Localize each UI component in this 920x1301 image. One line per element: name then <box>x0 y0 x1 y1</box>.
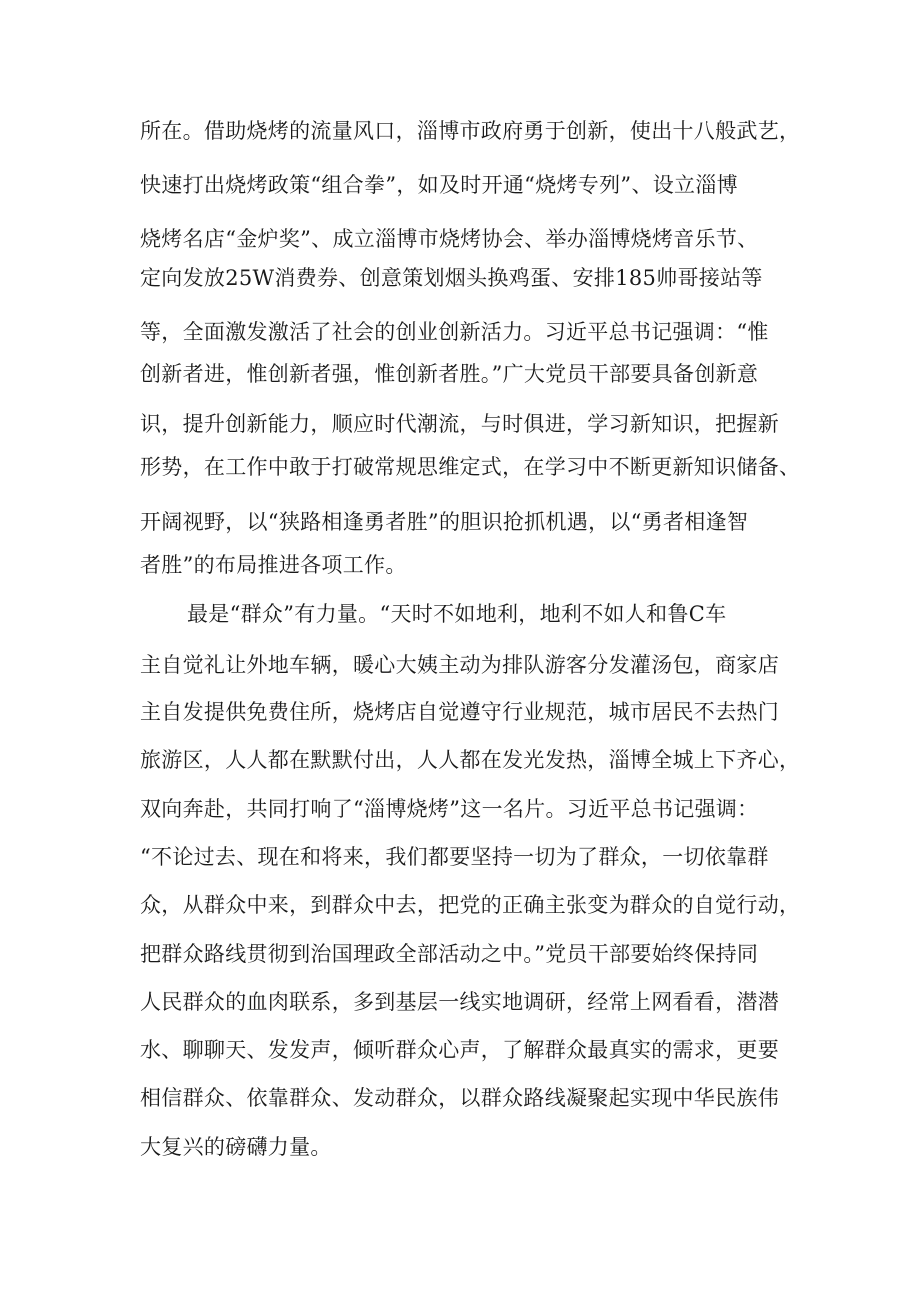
text-line: 所在。借助烧烤的流量风口，淄博市政府勇于创新，使出十八般武艺， <box>140 119 801 143</box>
text-line: “不论过去、现在和将来，我们都要坚持一切为了群众，一切依靠群 <box>140 845 769 869</box>
text-line: 等，全面激发激活了社会的创业创新活力。习近平总书记强调：“惟 <box>140 320 769 344</box>
text-line: 旅游区，人人都在默默付出，人人都在发光发热，淄博全城上下齐心， <box>140 748 801 772</box>
text-line: 识，提升创新能力，顺应时代潮流，与时俱进，学习新知识，把握新 <box>140 412 779 436</box>
text-line: 主自觉礼让外地车辆，暖心大姨主动为排队游客分发灌汤包，商家店 <box>140 653 779 677</box>
text-line: 者胜”的布局推进各项工作。 <box>140 553 407 577</box>
text-line: 定向发放25W消费券、创意策划烟头换鸡蛋、安排185帅哥接站等 <box>140 266 763 290</box>
text-line: 水、聊聊天、发发声，倾听群众心声，了解群众最真实的需求，更要 <box>140 1038 779 1062</box>
text-line: 人民群众的血肉联系，多到基层一线实地调研，经常上网看看，潜潜 <box>140 990 779 1014</box>
text-line: 烧烤名店“金炉奖”、成立淄博市烧烤协会、举办淄博烧烤音乐节、 <box>140 227 759 251</box>
text-line: 开阔视野，以“狭路相逢勇者胜”的胆识抢抓机遇，以“勇者相逢智 <box>140 510 749 534</box>
text-line: 把群众路线贯彻到治国理政全部活动之中。”党员干部要始终保持同 <box>140 942 759 966</box>
text-line: 形势，在工作中敢于打破常规思维定式，在学习中不断更新知识储备、 <box>140 455 801 479</box>
text-line: 双向奔赴，共同打响了“淄博烧烤”这一名片。习近平总书记强调： <box>140 797 759 821</box>
text-line: 创新者进，惟创新者强，惟创新者胜。”广大党员干部要具备创新意 <box>140 362 759 386</box>
text-line: 最是“群众”有力量。“天时不如地利，地利不如人和鲁C车 <box>187 602 727 626</box>
text-line: 相信群众、依靠群众、发动群众，以群众路线凝聚起实现中华民族伟 <box>140 1086 779 1110</box>
text-line: 大复兴的磅礴力量。 <box>140 1135 332 1159</box>
text-line: 主自发提供免费住所，烧烤店自觉遵守行业规范，城市居民不去热门 <box>140 700 779 724</box>
text-line: 快速打出烧烤政策“组合拳”，如及时开通“烧烤专列”、设立淄博 <box>140 173 738 197</box>
text-line: 众，从群众中来，到群众中去，把党的正确主张变为群众的自觉行动， <box>140 893 801 917</box>
